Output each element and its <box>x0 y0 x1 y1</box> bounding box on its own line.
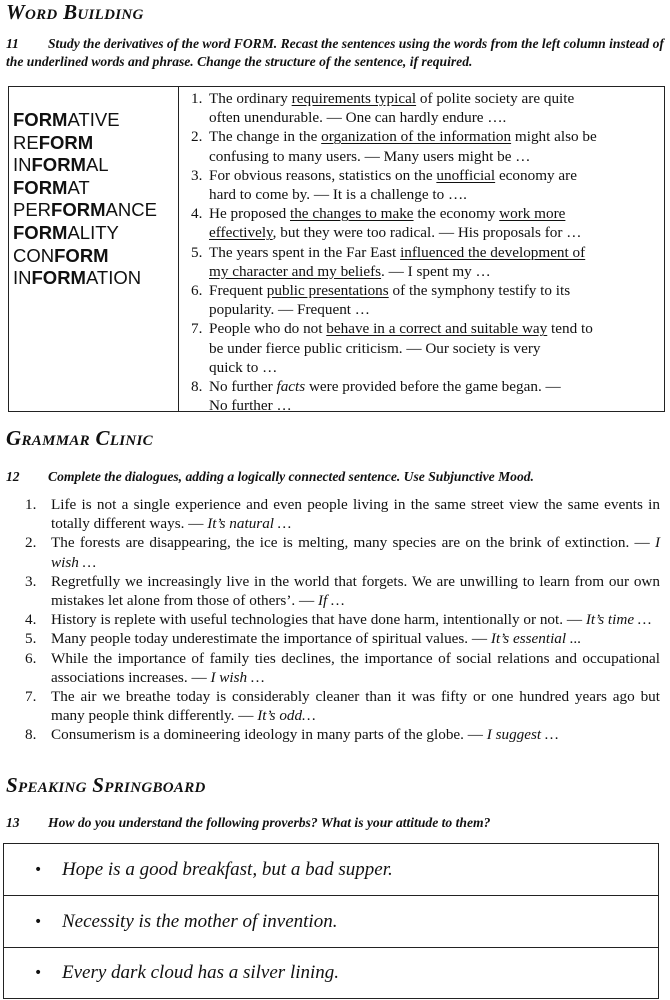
derivative-word: INFORMATION <box>13 267 142 289</box>
sentence-item: 3. For obvious reasons, statistics on the unofficial economy are hard to come by. — It is a challenge to …. <box>191 166 577 204</box>
speaking-springboard-heading: Speaking Springboard <box>6 773 206 797</box>
derivative-word: REFORM <box>13 131 94 153</box>
proverb-text: Hope is a good breakfast, but a bad supper. <box>62 858 393 880</box>
proverb-text: Necessity is the mother of invention. <box>62 910 338 932</box>
task-number: 11 <box>6 36 19 51</box>
derivative-word: FORMALITY <box>13 222 119 243</box>
grammar-item: 1. Life is not a single experience and even people living in the same street view the same events in totally different ways. — It’s natural … <box>25 496 660 533</box>
proverb-text: Every dark cloud has a silver lining. <box>62 962 340 983</box>
proverb-row <box>3 843 659 895</box>
derivative-word: CONFORM <box>13 244 109 266</box>
item-number: 2. <box>191 128 203 146</box>
word-building-heading: Word Building <box>6 0 144 24</box>
derivative-word: INFORMAL <box>13 154 109 176</box>
item-number: 6. <box>191 282 203 300</box>
task-number: 13 <box>6 815 20 830</box>
item-number: 7. <box>191 320 203 338</box>
sentence-item: 2. The change in the organization of the information might also be confusing to many users. — Many users might be … <box>191 128 597 165</box>
grammar-item: 8. Consumerism is a domineering ideology in many parts of the globe. — I suggest … <box>25 726 559 744</box>
bullet-icon: • <box>34 965 43 981</box>
sentence-item: 4. He proposed the changes to make the economy work more effectively, but they were too radical. — His proposals for … <box>191 205 582 242</box>
sentence-item: 7. People who do not behave in a correct and suitable way tend to be under fierce public criticism. — Our society is very quick to … <box>191 320 593 376</box>
grammar-item: 5. Many people today underestimate the importance of spiritual values. — It’s essential ... <box>25 630 582 648</box>
grammar-item: 4. History is replete with useful technologies that have done harm, intentionally or not. — It’s time … <box>25 611 652 629</box>
grammar-item: 2. The forests are disappearing, the ice is melting, many species are on the brink of extinction. — I wish … <box>25 534 660 571</box>
task-12-instruction <box>6 468 664 486</box>
task-11-instruction <box>6 35 664 71</box>
bullet-icon: • <box>34 861 43 878</box>
item-number: 1. <box>191 90 203 107</box>
item-number: 5. <box>191 243 203 261</box>
item-number: 8. <box>191 378 203 396</box>
bullet-icon: • <box>34 913 43 930</box>
task-number: 12 <box>6 469 20 484</box>
grammar-items-list <box>22 495 660 745</box>
word-building-table <box>8 86 665 415</box>
grammar-item: 6. While the importance of family ties declines, the importance of social relations and occupational associations increases. — I wish … <box>25 649 660 686</box>
task-13-instruction <box>6 814 664 832</box>
derivative-word: PERFORMANCE <box>13 199 157 221</box>
sentence-item: 8. No further facts were provided before the game began. — No further … <box>191 378 561 415</box>
sentence-item: 6. Frequent public presentations of the symphony testify to its popularity. — Frequent … <box>191 282 571 319</box>
instruction-text: Study the derivatives of the word FORM. Recast the sentences using the words from the left column instead of the underlined words and phrase. Change the structure of the sentence, if required. <box>6 36 664 69</box>
derivative-word: FORMATIVE <box>13 109 120 130</box>
proverb-row <box>3 947 659 999</box>
sentence-item: 5. The years spent in the Far East influenced the development of my character and my beliefs. — I spent my … <box>191 243 586 280</box>
proverb-row <box>3 895 659 947</box>
item-number: 3. <box>191 166 203 184</box>
sentences-list <box>187 89 660 415</box>
item-number: 4. <box>191 205 203 223</box>
instruction-text: Complete the dialogues, adding a logically connected sentence. Use Subjunctive Mood. <box>48 469 534 484</box>
derivatives-column <box>9 87 179 411</box>
grammar-item: 7. The air we breathe today is considerably cleaner than it was fifty or one hundred years ago but many people think differently. — It’s odd… <box>25 688 660 725</box>
grammar-item: 3. Regretfully we increasingly live in the world that forgets. We are unwilling to learn from our own mistakes let alone from those of others’. — If … <box>25 572 660 610</box>
sentence-item: 1. The ordinary requirements typical of polite society are quite often unendurable. — One can hardly endure …. <box>191 90 575 127</box>
derivative-word: FORMAT <box>13 176 90 198</box>
sentences-column <box>187 89 660 415</box>
grammar-clinic-heading: Grammar Clinic <box>6 426 153 450</box>
instruction-text: How do you understand the following proverbs? What is your attitude to them? <box>48 815 491 830</box>
